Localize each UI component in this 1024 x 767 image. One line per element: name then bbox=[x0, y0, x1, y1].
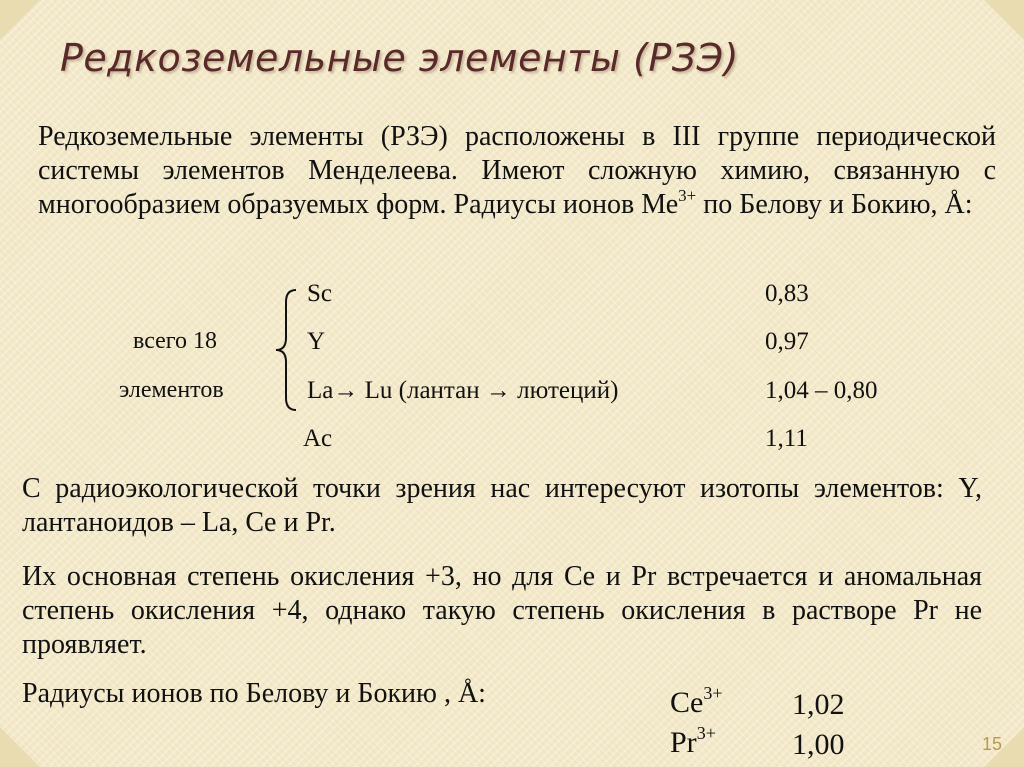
radius-sc: 0,83 bbox=[765, 280, 809, 307]
ion-ce-radius: 1,02 bbox=[792, 688, 845, 721]
page-number: 15 bbox=[981, 734, 1002, 754]
curly-brace-icon bbox=[272, 288, 302, 412]
oxidation-paragraph: Их основная степень окисления +3, но для Ce и Pr встречается и аномальная степень окисления +4, однако такую степень окисления в растворе Pr не проявляет. bbox=[22, 561, 982, 660]
ion-pr bbox=[670, 723, 716, 760]
corner-decoration-top-right bbox=[984, 0, 1024, 40]
ion-ce-charge: 3+ bbox=[703, 683, 723, 703]
ion-ce-symbol: Ce bbox=[670, 686, 704, 719]
element-sc: Sc bbox=[307, 280, 332, 307]
ion-pr-charge: 3+ bbox=[696, 723, 716, 743]
radius-y: 0,97 bbox=[765, 328, 809, 355]
intro-text-end: по Белову и Бокию, Å: bbox=[696, 189, 973, 220]
element-y: Y bbox=[307, 328, 326, 355]
ion-charge-superscript: 3+ bbox=[678, 186, 697, 205]
side-label-elements: элементов bbox=[119, 377, 224, 403]
radius-la-lu: 1,04 – 0,80 bbox=[765, 377, 878, 404]
ion-pr-radius: 1,00 bbox=[792, 728, 845, 761]
side-label-total: всего 18 bbox=[133, 328, 218, 354]
intro-paragraph bbox=[38, 120, 996, 222]
ion-radius-label: Радиусы ионов по Белову и Бокию , Å: bbox=[22, 678, 486, 709]
corner-decoration-top-left bbox=[0, 0, 40, 40]
slide-title: Редкоземельные элементы (РЗЭ) bbox=[60, 36, 739, 80]
radioecology-paragraph: С радиоэкологической точки зрения нас интересуют изотопы элементов: Y, лантаноидов – La, Ce и Pr. bbox=[22, 473, 982, 538]
intro-text: Редкоземельные элементы (РЗЭ) расположены в III группе периодической системы элементов Менделеева. Имеют сложную химию, связанную с многообразием образуемых форм. Радиусы ионов Ме bbox=[38, 121, 996, 220]
corner-decoration-bottom-left bbox=[0, 727, 40, 767]
radius-ac: 1,11 bbox=[765, 425, 808, 452]
ion-pr-symbol: Pr bbox=[670, 726, 697, 759]
ion-ce bbox=[670, 683, 723, 720]
element-la-lu: La→ Lu (лантан → лютеций) bbox=[307, 377, 619, 404]
element-ac: Ac bbox=[303, 425, 333, 452]
